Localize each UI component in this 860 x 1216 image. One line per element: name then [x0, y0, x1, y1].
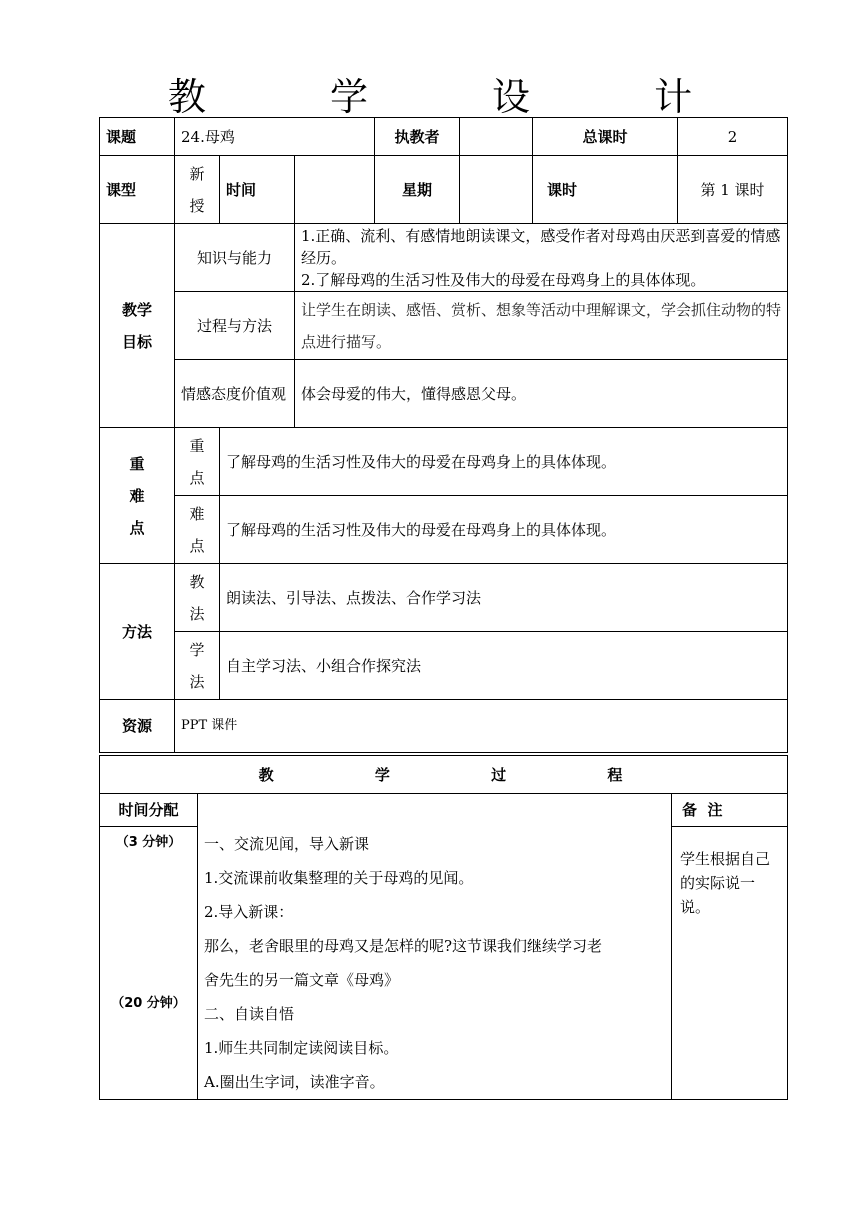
lesson-label: 课题 [100, 118, 175, 156]
focus-label-1: 重 [189, 436, 205, 455]
week-value [460, 156, 533, 224]
time-label: 时间 [220, 156, 295, 224]
learn-method-text: 自主学习法、小组合作探究法 [220, 632, 788, 700]
knowledge-text [295, 224, 788, 292]
method-label: 方法 [100, 564, 175, 700]
time-allocation-1: （3 分钟） [115, 835, 182, 851]
process-content [198, 794, 672, 1100]
focus-label-2: 点 [189, 468, 205, 487]
learn-method-label-2: 法 [189, 672, 205, 691]
period-label: 课时 [533, 156, 678, 224]
resource-label: 资源 [100, 700, 175, 753]
process-table [99, 755, 788, 1100]
teacher-label: 执教者 [375, 118, 460, 156]
learn-method-label [175, 632, 220, 700]
page-title: 教 学 设 计 [167, 75, 749, 119]
teach-method-text: 朗读法、引导法、点拨法、合作学习法 [220, 564, 788, 632]
time-allocation-2: （20 分钟） [111, 996, 186, 1012]
total-value: 2 [678, 118, 788, 156]
difficulty-label [175, 496, 220, 564]
type-value-1: 新 [189, 164, 205, 183]
note-text: 学生根据自己的实际说一说。 [672, 827, 788, 1100]
note-header: 备 注 [672, 794, 788, 827]
key-difficulty-label [100, 428, 175, 564]
process-line: 舍先生的另一篇文章《母鸡》 [204, 971, 400, 989]
emotion-label: 情感态度价值观 [175, 360, 295, 428]
focus-text: 了解母鸡的生活习性及伟大的母爱在母鸡身上的具体体现。 [220, 428, 788, 496]
teach-method-label-2: 法 [189, 604, 205, 623]
goals-label [100, 224, 175, 428]
key-label-2: 难 [129, 486, 145, 505]
emotion-text: 体会母爱的伟大，懂得感恩父母。 [295, 360, 788, 428]
difficulty-label-1: 难 [189, 504, 205, 523]
difficulty-text: 了解母鸡的生活习性及伟大的母爱在母鸡身上的具体体现。 [220, 496, 788, 564]
key-label-3: 点 [129, 518, 145, 537]
total-label: 总课时 [533, 118, 678, 156]
period-value: 第 1 课时 [678, 156, 788, 224]
process-line: 1.交流课前收集整理的关于母鸡的见闻。 [204, 869, 474, 887]
type-value [175, 156, 220, 224]
process-line: 二、自读自悟 [204, 1005, 295, 1023]
type-label: 课型 [100, 156, 175, 224]
knowledge-text-1: 1.正确、流利、有感情地朗读课文，感受作者对母鸡由厌恶到喜爱的情感经历。 [301, 226, 781, 267]
process-line: 2.导入新课： [204, 903, 294, 921]
process-heading: 教 学 过 程 [100, 756, 788, 794]
learn-method-label-1: 学 [189, 640, 205, 659]
knowledge-label: 知识与能力 [175, 224, 295, 292]
difficulty-label-2: 点 [189, 536, 205, 555]
process-line: 那么，老舍眼里的母鸡又是怎样的呢?这节课我们继续学习老 [204, 937, 603, 955]
week-label: 星期 [375, 156, 460, 224]
lesson-plan-table [99, 117, 788, 753]
process-line: 一、交流见闻，导入新课 [204, 835, 370, 853]
teacher-value [460, 118, 533, 156]
teach-method-label [175, 564, 220, 632]
time-cell [100, 827, 198, 1100]
lesson-value: 24.母鸡 [175, 118, 375, 156]
focus-label [175, 428, 220, 496]
teach-method-label-1: 教 [189, 572, 205, 591]
process-method-text: 让学生在朗读、感悟、赏析、想象等活动中理解课文，学会抓住动物的特点进行描写。 [295, 292, 788, 360]
goals-label-2: 目标 [121, 332, 152, 351]
type-value-2: 授 [189, 196, 205, 215]
process-line: A.圈出生字词，读准字音。 [204, 1073, 385, 1091]
resource-value: PPT 课件 [175, 700, 788, 753]
process-line: 1.师生共同制定读阅读目标。 [204, 1039, 399, 1057]
process-method-label: 过程与方法 [175, 292, 295, 360]
goals-label-1: 教学 [121, 300, 152, 319]
time-header: 时间分配 [100, 794, 198, 827]
key-label-1: 重 [129, 454, 145, 473]
time-value [295, 156, 375, 224]
knowledge-text-2: 2.了解母鸡的生活习性及伟大的母爱在母鸡身上的具体体现。 [301, 270, 706, 289]
